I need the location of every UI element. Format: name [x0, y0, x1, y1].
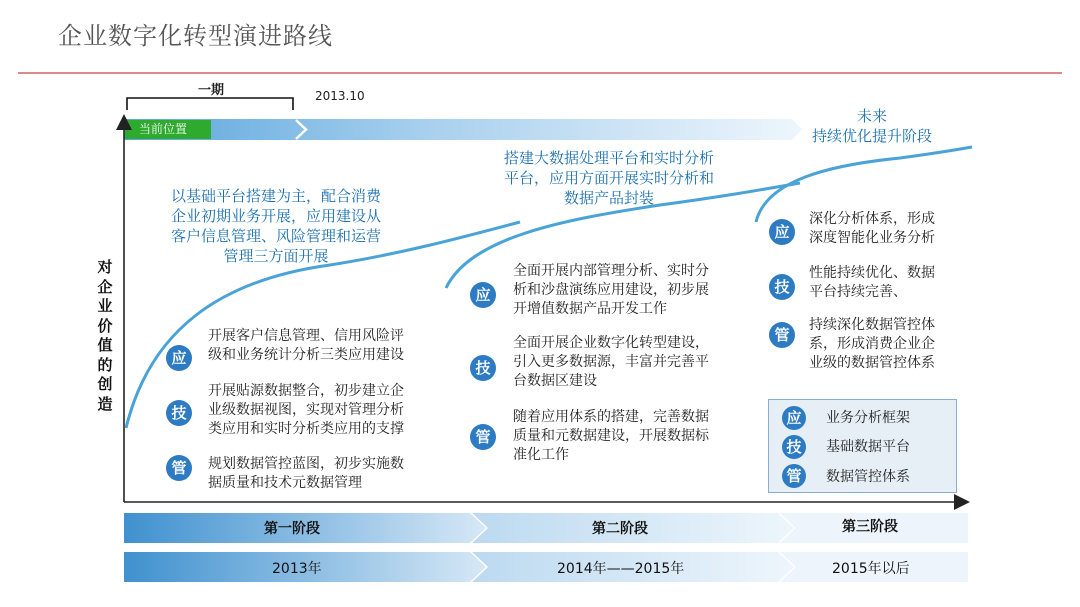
gov-badge-icon: 管 [769, 322, 795, 348]
phase-3-label: 第三阶段 [842, 519, 898, 535]
legend-tech-label: 基础数据平台 [826, 439, 910, 455]
stage-1-app-text: 开展客户信息管理、信用风险评 级和业务统计分析三类应用建设 [208, 328, 404, 363]
stage-2-gov-text: 随着应用体系的搭建，完善数据 质量和元数据建设，开展数据标 准化工作 [513, 409, 709, 463]
app-badge-icon: 应 [782, 406, 806, 430]
stage-1-summary: 以基础平台搭建为主，配合消费 企业初期业务开展，应用建设从 客户信息管理、风险管理和运营 管理三方面开展 [170, 187, 381, 265]
app-badge-icon: 应 [166, 345, 192, 371]
y-axis-label: 对 企 业 价 值 的 创 造 [97, 258, 113, 413]
stage-3-app-text: 深化分析体系，形成 深度智能化业务分析 [809, 211, 935, 246]
gov-badge-icon: 管 [470, 424, 496, 450]
stage-1-gov-text: 规划数据管控蓝图，初步实施数 据质量和技术元数据管理 [208, 456, 404, 491]
tech-badge-icon: 技 [470, 355, 496, 381]
gov-badge-icon: 管 [166, 455, 192, 481]
stage-2-tech-text: 全面开展企业数字化转型建设， 引入更多数据源，丰富并完善平 台数据区建设 [513, 335, 709, 389]
phase-2-label: 第二阶段 [592, 521, 648, 537]
year-1-label: 2013年 [272, 561, 322, 577]
page-title: 企业数字化转型演进路线 [58, 22, 333, 50]
legend-gov-label: 数据管控体系 [826, 469, 910, 485]
stage-1-tech-text: 开展贴源数据整合，初步建立企 业级数据视图，实现对管理分析 类应用和实时分析类应用的支撑 [208, 383, 404, 437]
period-label: 一期 [198, 83, 225, 98]
date-label: 2013.10 [315, 89, 365, 103]
tech-badge-icon: 技 [166, 400, 192, 426]
stage-2-summary: 搭建大数据处理平台和实时分析 平台，应用方面开展实时分析和 数据产品封装 [503, 149, 714, 207]
year-3-label: 2015年以后 [832, 561, 910, 577]
tech-badge-icon: 技 [782, 435, 806, 459]
stage-3-gov-text: 持续深化数据管控体 系，形成消费企业企 业级的数据管控体系 [809, 317, 935, 371]
phase-1-label: 第一阶段 [264, 521, 320, 537]
app-badge-icon: 应 [470, 282, 496, 308]
tech-badge-icon: 技 [769, 274, 795, 300]
stage-3-tech-text: 性能持续优化、数据 平台持续完善、 [809, 265, 935, 300]
current-position-tag: 当前位置 [125, 120, 211, 139]
stage-2-app-text: 全面开展内部管理分析、实时分 析和沙盘演练应用建设，初步展 开增值数据产品开发工作 [513, 263, 709, 317]
app-badge-icon: 应 [769, 219, 795, 245]
legend-app-label: 业务分析框架 [826, 410, 910, 426]
future-stage-label: 未来 持续优化提升阶段 [811, 107, 932, 145]
gov-badge-icon: 管 [782, 464, 806, 488]
year-2-label: 2014年——2015年 [557, 561, 685, 577]
